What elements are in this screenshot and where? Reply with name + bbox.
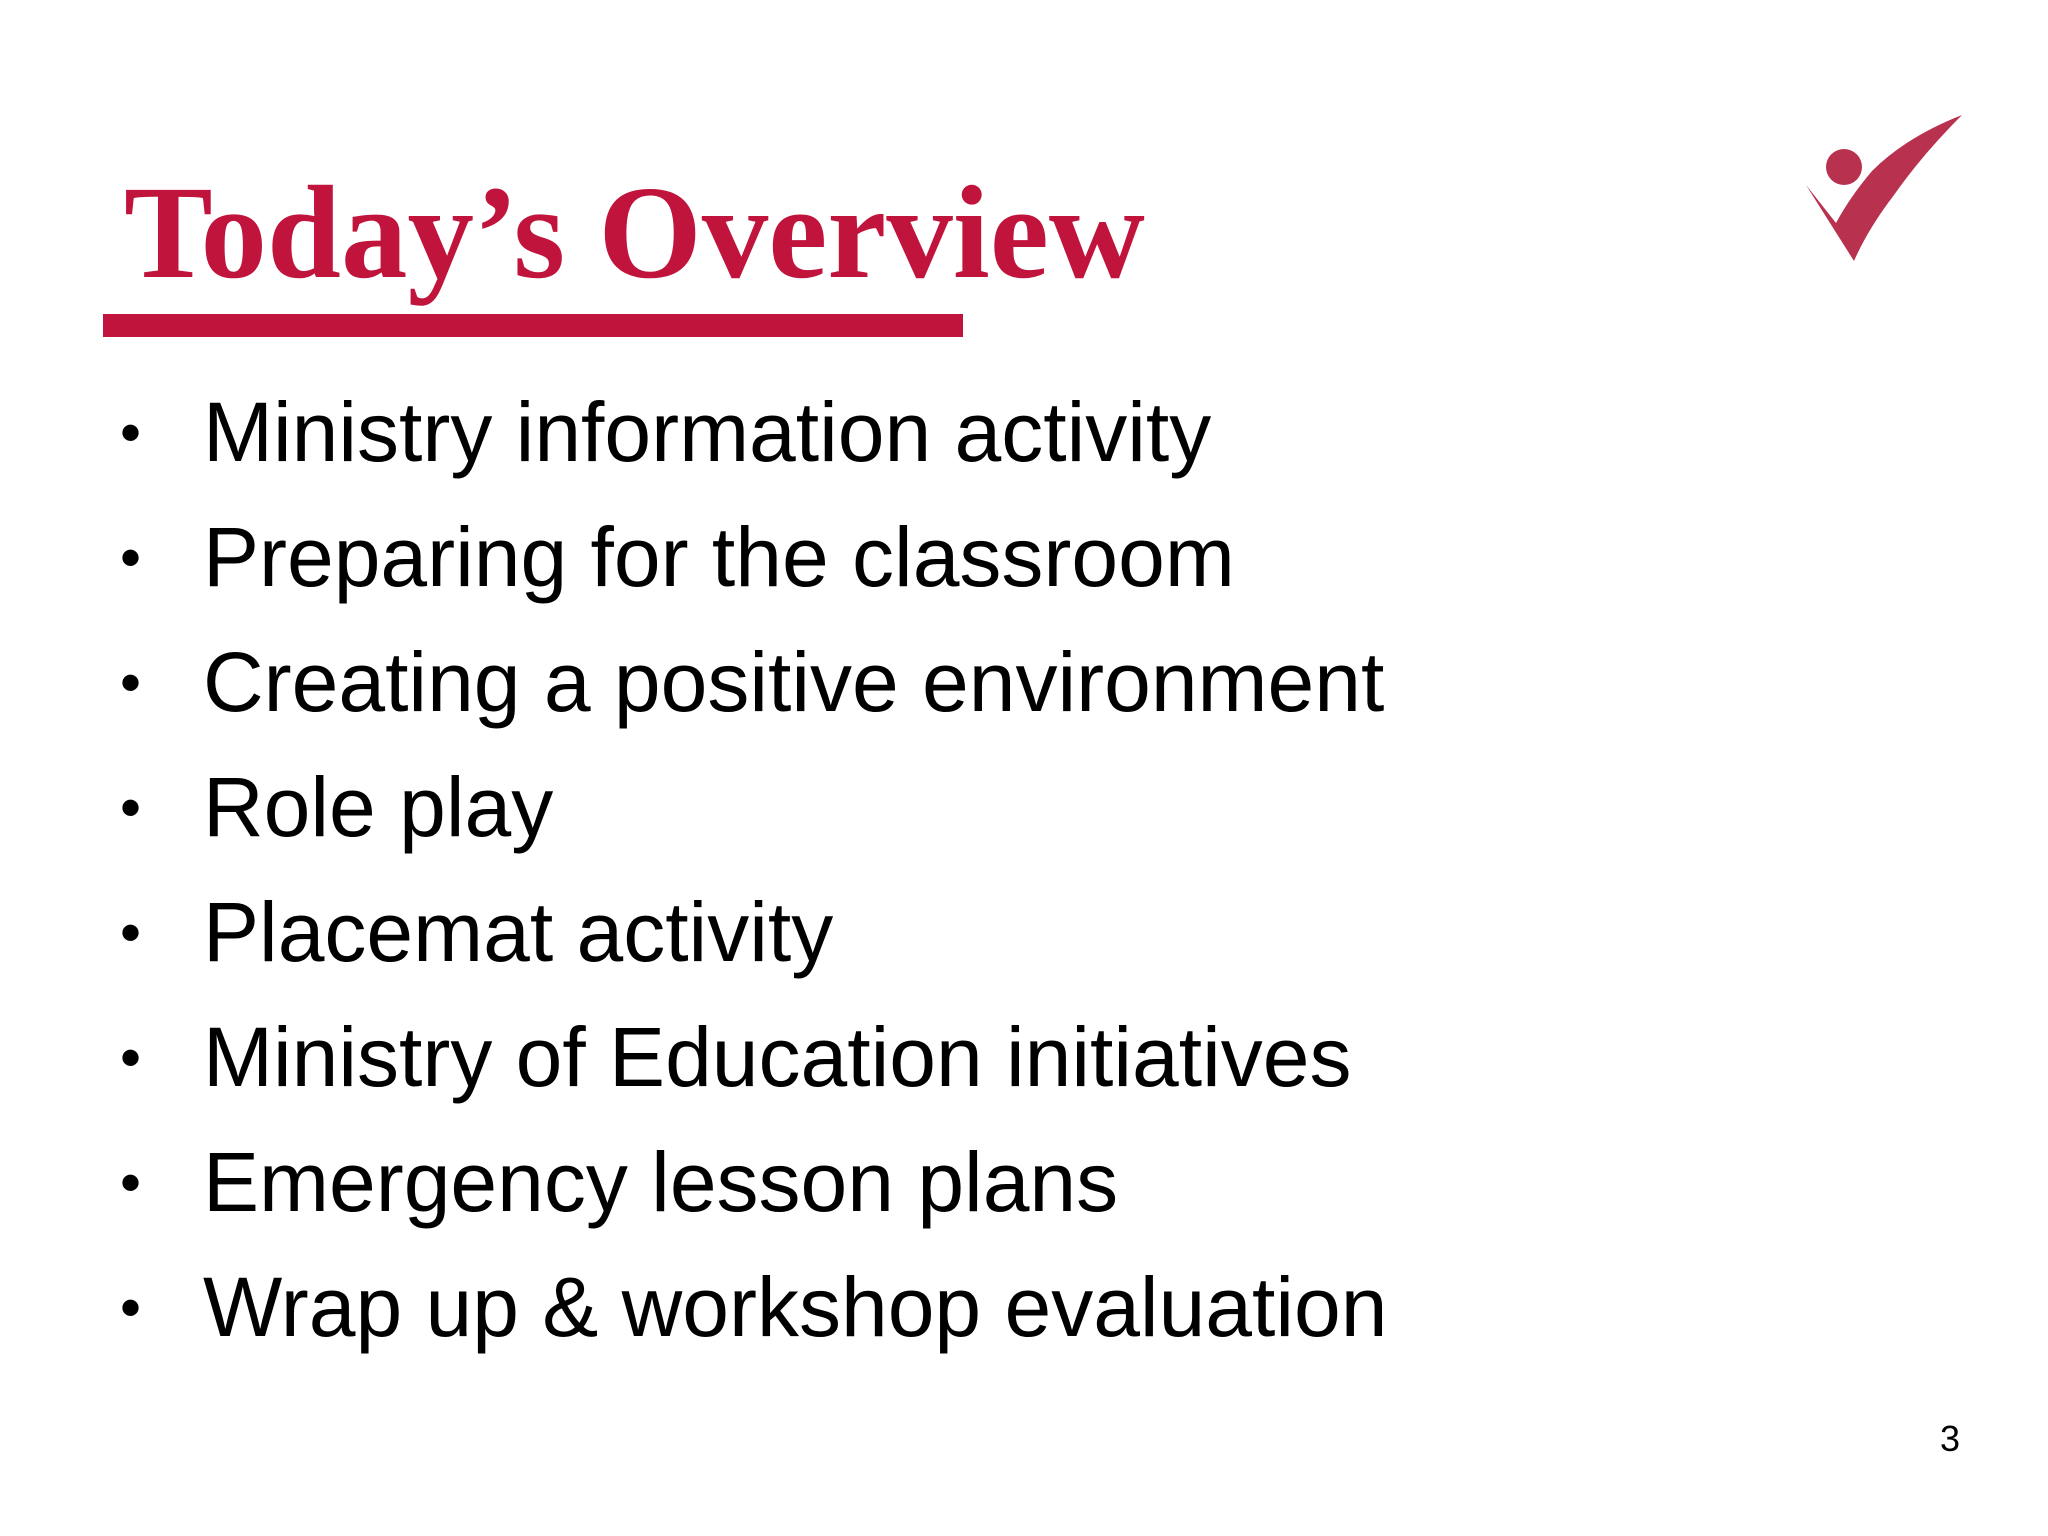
logo-check <box>1806 115 1962 261</box>
list-item-text: Emergency lesson plans <box>203 1135 1119 1229</box>
list-item-text: Ministry of Education initiatives <box>203 1010 1352 1104</box>
list-item-text: Role play <box>203 760 554 854</box>
bullet-marker: • <box>120 399 142 466</box>
overview-list <box>120 370 1387 1370</box>
bullet-marker: • <box>120 524 142 591</box>
list-item <box>120 995 1387 1120</box>
bullet-marker: • <box>120 649 142 716</box>
logo-head <box>1826 149 1862 185</box>
title-underline <box>103 314 963 337</box>
page-number: 3 <box>1939 1418 1960 1459</box>
checkmark-person-logo-icon <box>1806 115 1962 261</box>
list-item-text: Wrap up & workshop evaluation <box>203 1260 1388 1354</box>
list-item <box>120 495 1387 620</box>
list-item <box>120 370 1387 495</box>
list-item <box>120 1245 1387 1370</box>
bullet-marker: • <box>120 1024 142 1091</box>
list-item-text: Ministry information activity <box>203 385 1212 479</box>
bullet-marker: • <box>120 774 142 841</box>
list-item <box>120 745 1387 870</box>
bullet-marker: • <box>120 1149 142 1216</box>
list-item-text: Placemat activity <box>203 885 834 979</box>
bullet-marker: • <box>120 899 142 966</box>
list-item <box>120 620 1387 745</box>
list-item <box>120 870 1387 995</box>
list-item <box>120 1120 1387 1245</box>
list-item-text: Creating a positive environment <box>203 635 1385 729</box>
list-item-text: Preparing for the classroom <box>203 510 1235 604</box>
slide-title: Today’s Overview <box>124 158 1145 306</box>
bullet-marker: • <box>120 1274 142 1341</box>
